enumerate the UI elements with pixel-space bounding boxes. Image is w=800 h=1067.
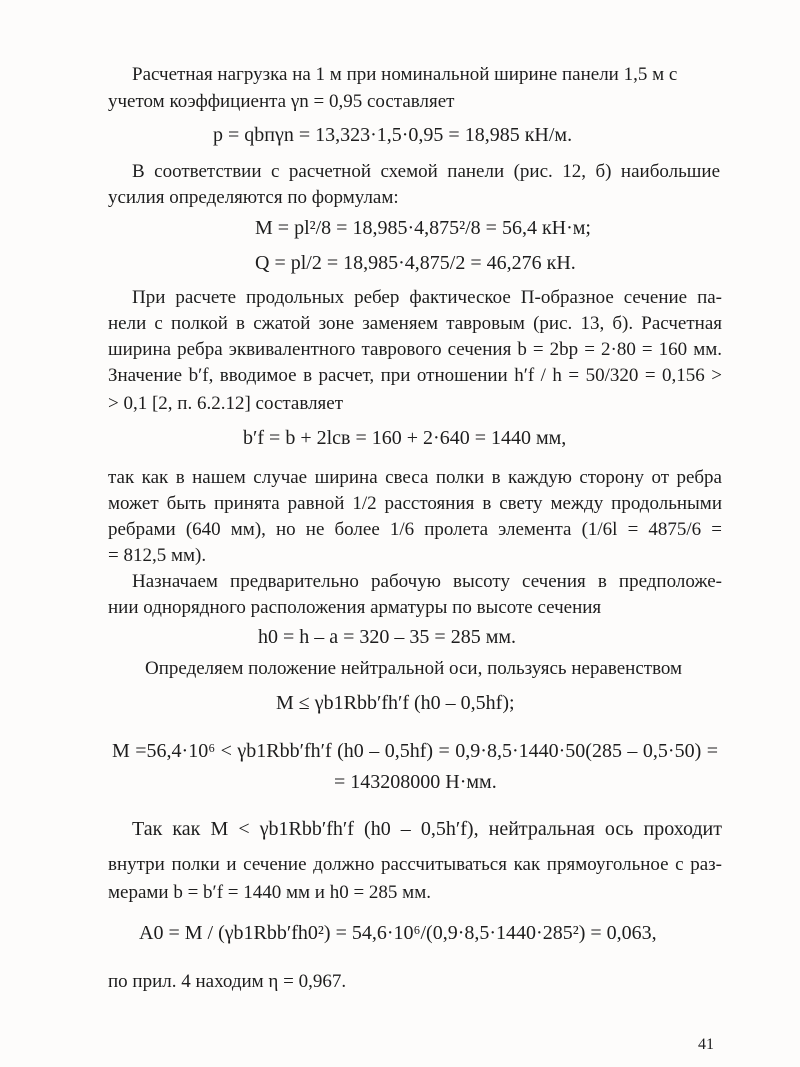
text-line: мерами b = b′f = 1440 мм и h0 = 285 мм. [108, 882, 431, 903]
text-line: В соответствии с расчетной схемой панели (рис. 12, б) наибольшие [132, 161, 720, 182]
text-line: Назначаем предварительно рабочую высоту сечения в предположе- [132, 571, 722, 592]
text-line: по прил. 4 находим η = 0,967. [108, 971, 347, 992]
text-line: нии однорядного расположения арматуры по высоте сечения [108, 597, 602, 618]
text-line: так как в нашем случае ширина свеса полки в каждую сторону от ребра [108, 467, 722, 488]
text-line: ширина ребра эквивалентного таврового сечения b = 2bр = 2·80 = 160 мм. [108, 339, 722, 360]
text-line: При расчете продольных ребер фактическое П-образное сечение па- [132, 287, 722, 308]
formula-line: = 143208000 Н·мм. [334, 771, 497, 793]
text-line: Определяем положение нейтральной оси, пользуясь неравенством [145, 658, 683, 679]
formula-line: A0 = M / (γb1Rbb′fh0²) = 54,6·10⁶/(0,9·8,5·1440·285²) = 0,063, [139, 922, 657, 944]
text-line: = 812,5 мм). [108, 545, 207, 566]
text-line: усилия определяются по формулам: [108, 187, 399, 208]
formula-line: M =56,4·10⁶ < γb1Rbb′fh′f (h0 – 0,5hf) = 0,9·8,5·1440·50(285 – 0,5·50) = [112, 740, 718, 762]
formula-line: Так как M < γb1Rbb′fh′f (h0 – 0,5h′f), нейтральная ось проходит [132, 818, 722, 840]
page-number: 41 [698, 1036, 714, 1053]
text-line: ребрами (640 мм), но не более 1/6 пролета элемента (1/6l = 4875/6 = [108, 519, 722, 540]
text-line: Значение b′f, вводимое в расчет, при отношении h′f / h = 50/320 = 0,156 > [108, 365, 722, 386]
text-line: внутри полки и сечение должно рассчитываться как прямоугольное с раз- [108, 854, 722, 875]
text-line: может быть принята равной 1/2 расстояния в свету между продольными [108, 493, 722, 514]
formula-line: p = qbпγn = 13,323·1,5·0,95 = 18,985 кН/м. [213, 124, 573, 146]
text-line: учетом коэффициента γn = 0,95 составляет [108, 91, 455, 112]
text-line: Расчетная нагрузка на 1 м при номинальной ширине панели 1,5 м с [132, 64, 678, 85]
formula-line: b′f = b + 2lсв = 160 + 2·640 = 1440 мм, [243, 427, 567, 449]
text-line: нели с полкой в сжатой зоне заменяем тавровым (рис. 13, б). Расчетная [108, 313, 722, 334]
formula-line: M = pl²/8 = 18,985·4,875²/8 = 56,4 кН·м; [255, 217, 591, 239]
text-line: > 0,1 [2, п. 6.2.12] составляет [108, 393, 344, 414]
formula-line: M ≤ γb1Rbb′fh′f (h0 – 0,5hf); [276, 692, 515, 714]
formula-line: Q = pl/2 = 18,985·4,875/2 = 46,276 кН. [255, 252, 576, 274]
formula-line: h0 = h – a = 320 – 35 = 285 мм. [258, 626, 517, 648]
